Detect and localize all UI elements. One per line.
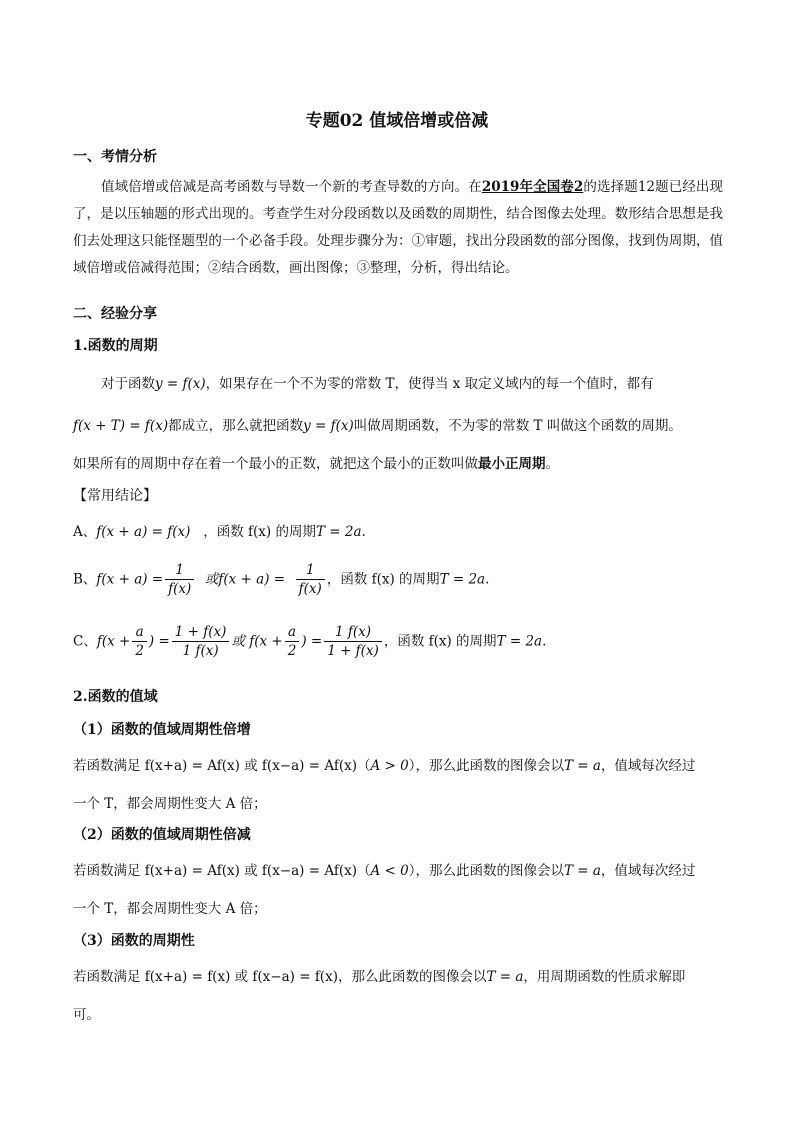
page-title: 专题02 值域倍增或倍减 [305, 111, 489, 131]
range-decrease-condition: A < 0 [370, 863, 409, 879]
range-increase-text-b: ），那么此函数的图像会以 [408, 758, 564, 774]
fraction-numerator: a [285, 624, 300, 642]
conclusion-b-fraction-2 [296, 562, 325, 598]
period-def-line1 [101, 372, 654, 392]
subheading-range-increase: （1）函数的值域周期性倍增 [73, 722, 251, 738]
fraction-numerator: 1 [165, 562, 194, 580]
min-period-end: 。 [545, 456, 559, 472]
conclusion-c-lhs: f(x + [96, 633, 131, 650]
min-period-text: 如果所有的周期中存在着一个最小的正数，就把这个最小的正数叫做 [73, 456, 478, 472]
subheading-period: 1.函数的周期 [73, 338, 158, 354]
fraction-denominator: 2 [287, 643, 297, 659]
subheading-range: 2.函数的值域 [73, 689, 158, 705]
periodicity-text: 若函数满足 f(x+a) = f(x) 或 f(x−a) = f(x)，那么此函数的图像会以 [73, 969, 487, 985]
periodicity-text-b: ，用周期函数的性质求解即 [523, 969, 686, 985]
range-increase-period: T = a [563, 758, 601, 774]
fraction-denominator: f(x) [298, 581, 322, 597]
conclusion-c-eq: ) = [148, 633, 170, 650]
exam-reference: 2019年全国卷2 [481, 179, 584, 195]
conclusion-c-fraction-1 [172, 624, 230, 660]
subheading-periodicity: （3）函数的周期性 [73, 933, 195, 949]
formula-y-fx-2: y = f(x) [303, 418, 354, 434]
range-increase-line1 [73, 754, 695, 774]
range-decrease-text-b: ），那么此函数的图像会以 [408, 863, 564, 879]
range-decrease-line2: 一个 T，都会周期性变大 A 倍； [73, 901, 267, 917]
conclusion-b-fraction [165, 562, 194, 598]
conclusion-a-period: T = 2a [315, 524, 362, 540]
range-decrease-period: T = a [563, 863, 601, 879]
conclusion-c: C、f(x + $\frac{a}{2}$ ) = $\frac{1 + f(x)}{1 f(x)}$ 或 f(x + $\frac{a}{2}$ ) = $\frac{1 f(x)}{1 + f(x)}$ ，函数 f(x) 的周期T = 2a. [73, 624, 547, 659]
range-increase-text-c: ，值域每次经过 [600, 758, 696, 774]
conclusion-b-or: 或f(x + a) = [204, 571, 286, 588]
range-increase-line2: 一个 T，都会周期性变大 A 倍； [73, 796, 267, 812]
min-period-term: 最小正周期 [478, 456, 546, 472]
conclusions-tag: 【常用结论】 [73, 488, 157, 504]
fraction-denominator: 2 [135, 643, 144, 659]
conclusion-c-text: ，函数 f(x) 的周期 [383, 633, 497, 650]
fraction-numerator: a [132, 624, 147, 642]
conclusion-b-period: T = 2a [439, 571, 486, 588]
conclusion-b: B、f(x + a) = $\frac{1}{f(x)}$ 或f(x + a) = $\frac{1}{f(x)}$ ，函数 f(x) 的周期T = 2a. [73, 562, 490, 597]
range-decrease-line1 [73, 859, 695, 879]
conclusion-a: A、f(x + a) = f(x) ，函数 f(x) 的周期T = 2a. [73, 524, 366, 540]
range-increase-condition: A > 0 [370, 758, 409, 774]
fraction-denominator: 1 + f(x) [327, 643, 379, 659]
period-def-line3 [73, 452, 559, 472]
conclusion-c-fraction-2 [324, 624, 382, 660]
conclusion-b-text: ，函数 f(x) 的周期 [326, 571, 440, 588]
period-def-text: 对于函数 [101, 376, 155, 392]
fraction-denominator: f(x) [168, 581, 192, 597]
period-def-text-b: ，如果存在一个不为零的常数 T，使得当 x 取定义域内的每一个值时，都有 [205, 376, 654, 392]
analysis-text-b: 的选择题12题已经出现了，是以压轴题的形式出现的。考查学生对分段函数以及函数的周期性，结合图像去处理。数形结合思想是我们去处理这只能怪题型的一个必备手段。处理步骤分为：①审题，找出分段函数的部分图像，找到伪周期，值域倍增或倍减得范围；②结合函数，画出图像；③整理，分析，得出结论。 [73, 179, 724, 276]
conclusion-c-label: C、 [73, 633, 97, 650]
formula-y-fx: y = f(x) [155, 376, 206, 392]
analysis-paragraph [73, 174, 723, 282]
period-def-line2 [73, 414, 682, 434]
section-heading-analysis: 一、考情分析 [73, 149, 157, 165]
range-decrease-text-c: ，值域每次经过 [600, 863, 696, 879]
fraction-numerator: 1 f(x) [324, 624, 382, 642]
conclusion-b-lhs: f(x + a) = [96, 571, 164, 588]
period-def-text-d: 叫做周期函数，不为零的常数 T 叫做这个函数的周期。 [353, 418, 682, 434]
conclusion-a-label: A、 [73, 524, 97, 540]
periodicity-line1 [73, 965, 685, 985]
period-def-text-c: 都成立，那么就把函数 [168, 418, 304, 434]
formula-periodic: f(x + T) = f(x) [73, 418, 169, 434]
fraction-numerator: 1 [296, 562, 325, 580]
periodicity-period: T = a [486, 969, 524, 985]
range-decrease-text: 若函数满足 f(x+a) = Af(x) 或 f(x−a) = Af(x)（ [73, 863, 371, 879]
conclusion-b-label: B、 [73, 571, 97, 588]
conclusion-a-text: ，函数 f(x) 的周期 [203, 524, 316, 540]
conclusion-c-half-a [132, 624, 147, 660]
range-increase-text: 若函数满足 f(x+a) = Af(x) 或 f(x−a) = Af(x)（ [73, 758, 371, 774]
subheading-range-decrease: （2）函数的值域周期性倍减 [73, 827, 251, 843]
conclusion-a-formula: f(x + a) = f(x) [96, 524, 191, 540]
analysis-text-a: 值域倍增或倍减是高考函数与导数一个新的考查导数的方向。在 [101, 179, 482, 195]
section-heading-experience: 二、经验分享 [73, 306, 157, 322]
conclusion-c-or: 或 f(x + [231, 633, 283, 650]
fraction-denominator: 1 f(x) [182, 643, 219, 659]
conclusion-c-half-a-2 [285, 624, 300, 660]
conclusion-c-period: T = 2a [496, 633, 543, 650]
fraction-numerator: 1 + f(x) [172, 624, 230, 642]
periodicity-line2: 可。 [73, 1007, 100, 1023]
conclusion-c-eq-2: ) = [301, 633, 323, 650]
